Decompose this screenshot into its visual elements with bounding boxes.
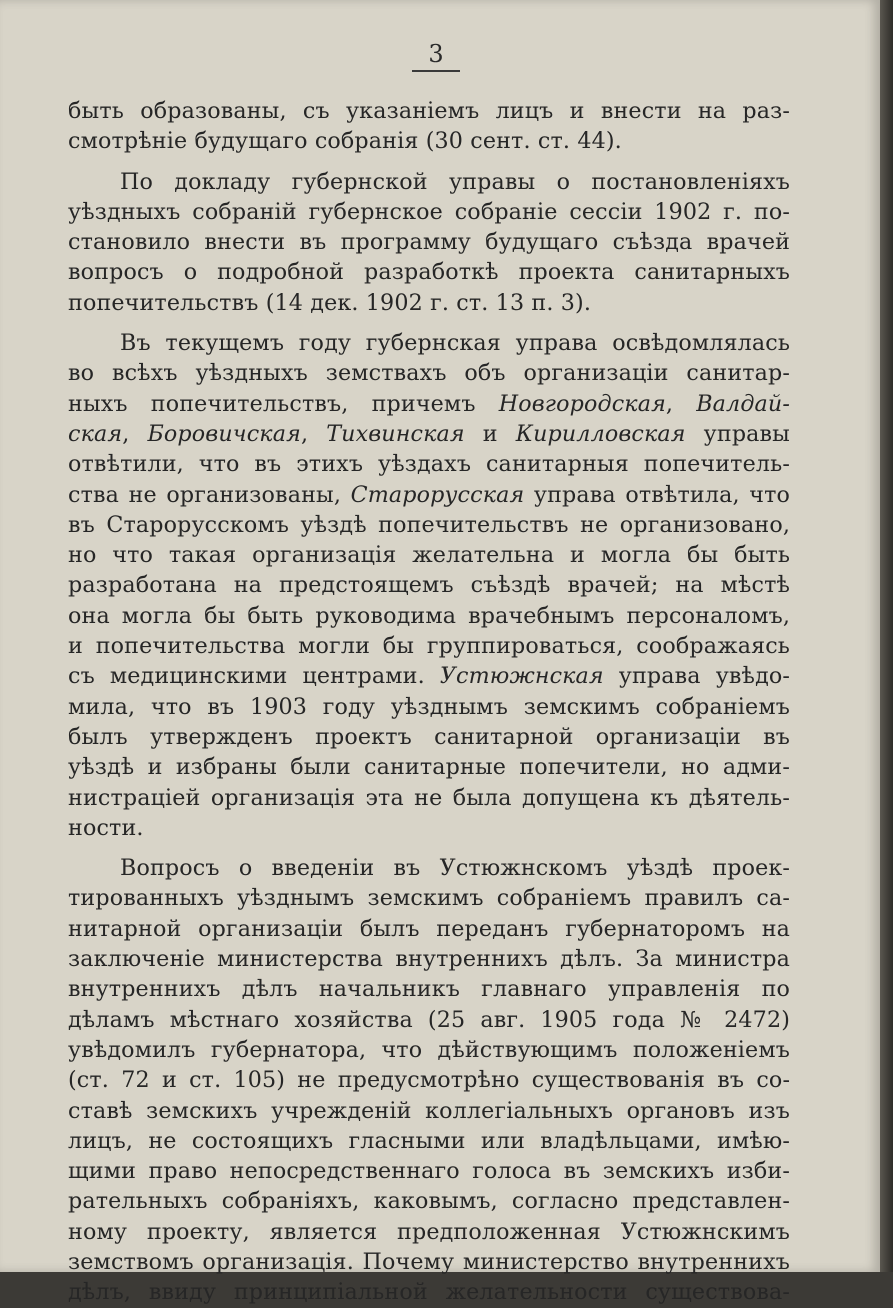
text-line: вопросъ о подробной разработкѣ проекта санитарныхъ — [68, 259, 791, 286]
text-line: ныхъ попечительствъ, причемъ Новгородская, Валдай- — [68, 390, 791, 417]
text-line: ская, Боровичская, Тихвинская и Кирилловская управы — [68, 420, 790, 447]
text-line: во всѣхъ уѣздныхъ земствахъ объ организаціи санитар- — [68, 360, 791, 387]
text-line: дѣламъ мѣстнаго хозяйства (25 авг. 1905 года № 2472) — [68, 1006, 791, 1033]
text-line: увѣдомилъ губернатора, что дѣйствующимъ положеніемъ — [68, 1036, 790, 1063]
text-line: ства не организованы, Старорусская управа отвѣтила, что — [68, 481, 791, 508]
text-line: она могла бы быть руководима врачебнымъ персоналомъ, — [68, 602, 791, 629]
text-line: рательныхъ собраніяхъ, каковымъ, согласно представлен- — [68, 1188, 791, 1215]
text-line: внутреннихъ дѣлъ начальникъ главнаго управленія по — [68, 976, 791, 1003]
text-line: смотрѣніе будущаго собранія (30 сент. ст. 44). — [68, 128, 622, 155]
text-line: нистраціей организація эта не была допущена къ дѣятель- — [68, 784, 791, 811]
text-line: разработана на предстоящемъ съѣздѣ врачей; на мѣстѣ — [68, 572, 791, 599]
text-line: дѣлъ, ввиду принципіальной желательности существова- — [68, 1279, 791, 1306]
book-edge — [880, 0, 893, 1272]
text-line: съ медицинскими центрами. Устюжнская управа увѣдо- — [68, 663, 791, 690]
text-line: въ Старорусскомъ уѣздѣ попечительствъ не организовано, — [68, 511, 791, 538]
text-line: лицъ, не состоящихъ гласными или владѣльцами, имѣю- — [68, 1127, 791, 1154]
text-line: ставѣ земскихъ учрежденій коллегіальныхъ органовъ изъ — [68, 1097, 790, 1124]
text-line: уѣздныхъ собраній губернское собраніе сессіи 1902 г. по- — [68, 198, 791, 225]
text-line: По докладу губернской управы о постановленіяхъ — [120, 168, 791, 195]
page-number: 3 — [412, 40, 460, 72]
body-text — [68, 96, 790, 1308]
text-line: земствомъ организація. Почему министерство внутреннихъ — [68, 1248, 791, 1275]
text-line: щими право непосредственнаго голоса въ земскихъ изби- — [68, 1158, 791, 1185]
text-line: но что такая организація желательна и могла бы быть — [68, 542, 791, 569]
text-line: тированныхъ уѣзднымъ земскимъ собраніемъ правилъ са- — [68, 885, 791, 912]
text-line: мила, что въ 1903 году уѣзднымъ земскимъ собраніемъ — [68, 693, 791, 720]
text-line: уѣздѣ и избраны были санитарные попечители, но адми- — [68, 754, 790, 781]
text-line: и попечительства могли бы группироваться, соображаясь — [68, 633, 791, 660]
text-line: былъ утвержденъ проектъ санитарной организаціи въ — [68, 723, 791, 750]
text-line: (ст. 72 и ст. 105) не предусмотрѣно существованія въ со- — [68, 1067, 791, 1094]
text-line: отвѣтили, что въ этихъ уѣздахъ санитарныя попечитель- — [68, 451, 791, 478]
text-line: ности. — [68, 814, 144, 841]
text-line: заключеніе министерства внутреннихъ дѣлъ. За министра — [68, 946, 791, 973]
text-line: ному проекту, является предположенная Устюжнскимъ — [68, 1218, 791, 1245]
text-line: попечительствъ (14 дек. 1902 г. ст. 13 п. 3). — [68, 289, 592, 316]
text-line: Въ текущемъ году губернская управа освѣдомлялась — [120, 330, 791, 357]
text-line: Вопросъ о введеніи въ Устюжнскомъ уѣздѣ проек- — [120, 855, 791, 882]
text-line: становило внести въ программу будущаго съѣзда врачей — [68, 229, 791, 256]
text-line: нитарной организаціи былъ переданъ губернаторомъ на — [68, 915, 791, 942]
text-line: быть образованы, съ указаніемъ лицъ и внести на раз- — [68, 98, 791, 124]
